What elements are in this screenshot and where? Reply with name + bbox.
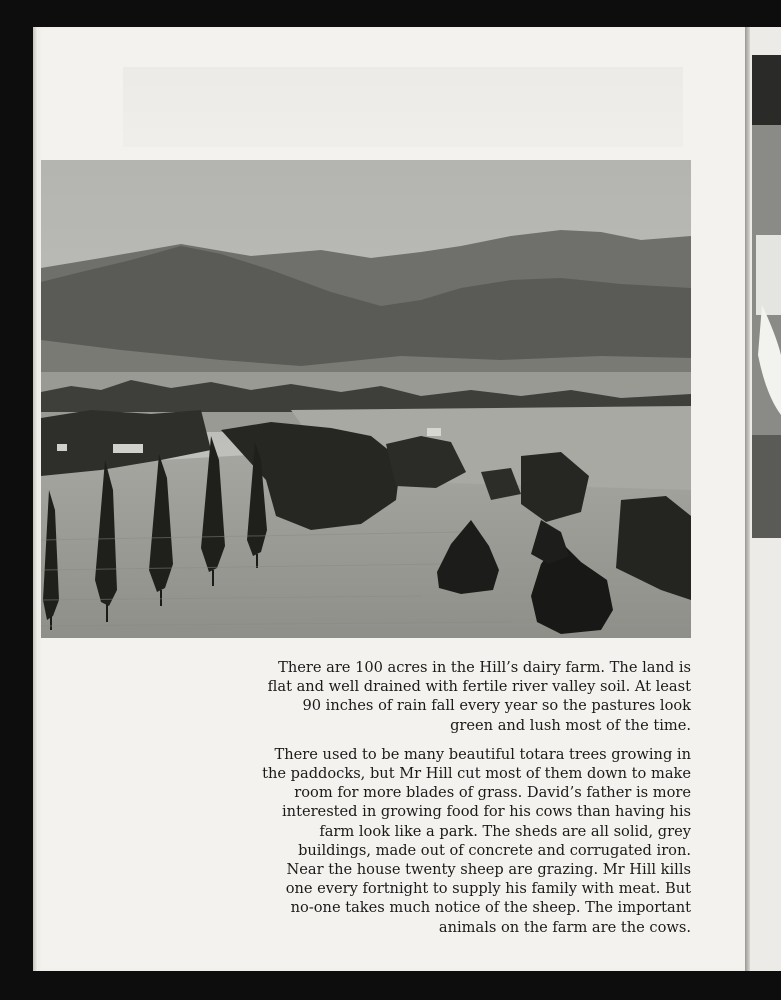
caption-paragraph-2: There used to be many beautiful totara trees growing in the paddocks, but Mr Hill cut most of them down to make room for more blades of grass. David’s father is more interested in growing food for his cows than having his farm look like a park. The sheds are all solid, grey buildings, made out of concrete and corrugated iron. Near the house twenty sheep are grazing. Mr Hill kills one every fortnight to supply his family with meat. But no-one takes much notice of the sheep. The important animals on the farm are the cows. [262, 745, 691, 936]
caption-paragraph-1: There are 100 acres in the Hill’s dairy farm. The land is flat and well drained with fertile river valley soil. At least 90 inches of rain fall every year so the pastures look green and lush most of the time. [267, 659, 691, 734]
show-through-text [123, 67, 683, 147]
book-page [33, 27, 745, 971]
shed [427, 428, 441, 436]
next-page-photo [752, 55, 781, 538]
small-building [57, 444, 67, 451]
house [113, 444, 143, 453]
landscape-photo [41, 160, 691, 638]
page-edge-shadow [33, 27, 38, 971]
caption-text [261, 658, 691, 947]
